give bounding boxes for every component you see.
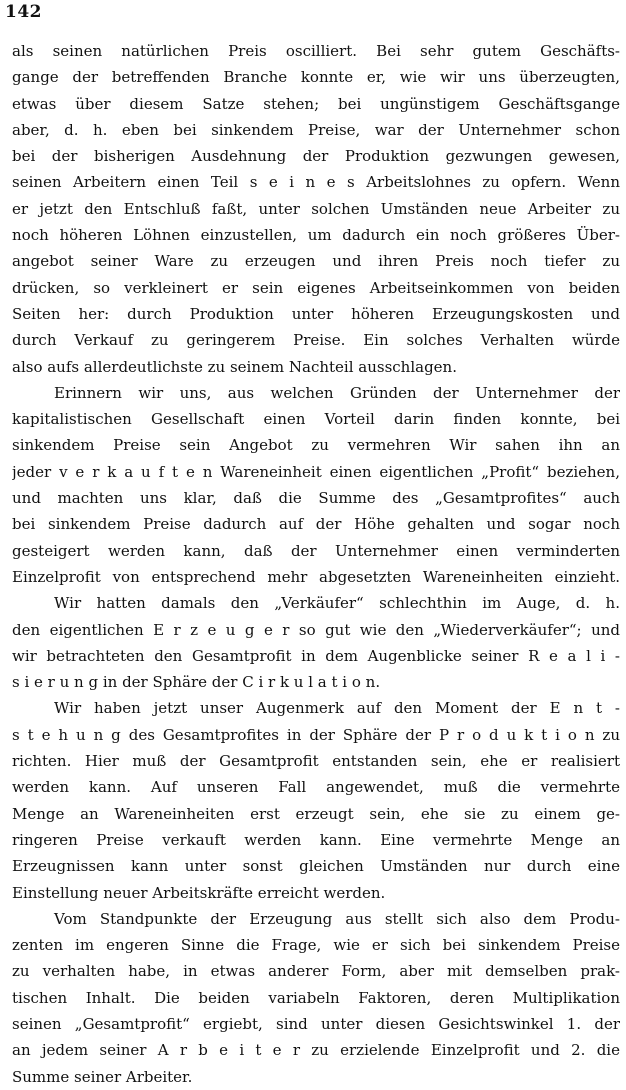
text-line: gange der betreffenden Branche konnte er, wie wir uns überzeugten, <box>12 68 620 87</box>
text-line: etwas über diesem Satze stehen; bei ungünstigem Geschäftsgange <box>12 94 620 113</box>
text-line: durch Verkauf zu geringerem Preise. Ein solches Verhalten würde <box>12 331 620 350</box>
text-line: zu verhalten habe, in etwas anderer Form, aber mit demselben prak- <box>12 962 620 981</box>
text-line: den eigentlichen E r z e u g e r so gut wie den „Wiederverkäufer“; und <box>12 620 620 639</box>
text-line: kapitalistischen Gesellschaft einen Vorteil darin finden konnte, bei <box>12 410 620 429</box>
text-line: drücken, so verkleinert er sein eigenes Arbeitseinkommen von beiden <box>12 278 620 297</box>
text-line: tischen Inhalt. Die beiden variabeln Faktoren, deren Multiplikation <box>12 988 620 1007</box>
text-line: Erzeugnissen kann unter sonst gleichen Umständen nur durch eine <box>12 857 620 876</box>
text-line: bei der bisherigen Ausdehnung der Produktion gezwungen gewesen, <box>12 147 620 166</box>
text-line: also aufs allerdeutlichste zu seinem Nachteil ausschlagen. <box>12 357 457 376</box>
text-line: bei sinkendem Preise dadurch auf der Höhe gehalten und sogar noch <box>12 515 620 534</box>
text-line: werden kann. Auf unseren Fall angewendet, muß die vermehrte <box>12 778 620 797</box>
text-line: sinkendem Preise sein Angebot zu vermehren Wir sahen ihn an <box>12 436 620 455</box>
body-text <box>12 38 620 1090</box>
text-line: Seiten her: durch Produktion unter höheren Erzeugungskosten und <box>12 304 620 323</box>
text-line: Summe seiner Arbeiter. <box>12 1067 193 1086</box>
text-line: seinen Arbeitern einen Teil s e i n e s Arbeitslohnes zu opfern. Wenn <box>12 173 620 192</box>
text-line: als seinen natürlichen Preis oscilliert. Bei sehr gutem Geschäfts- <box>12 42 620 60</box>
text-line: seinen „Gesamtprofit“ ergiebt, sind unter diesen Gesichtswinkel 1. der <box>12 1014 620 1033</box>
text-line: Menge an Wareneinheiten erst erzeugt sein, ehe sie zu einem ge- <box>12 804 620 823</box>
text-line: und machten uns klar, daß die Summe des „Gesamtprofites“ auch <box>12 489 620 508</box>
text-line: ringeren Preise verkauft werden kann. Eine vermehrte Menge an <box>12 830 620 849</box>
text-line: aber, d. h. eben bei sinkendem Preise, war der Unternehmer schon <box>12 120 620 139</box>
text-line: Wir hatten damals den „Verkäufer“ schlechthin im Auge, d. h. <box>54 594 620 613</box>
text-line: er jetzt den Entschluß faßt, unter solchen Umständen neue Arbeiter zu <box>12 199 620 218</box>
text-line: jeder v e r k a u f t e n Wareneinheit einen eigentlichen „Profit“ beziehen, <box>12 462 620 481</box>
text-line: Einstellung neuer Arbeitskräfte erreicht werden. <box>12 883 386 902</box>
text-line: s i e r u n g in der Sphäre der C i r k u l a t i o n. <box>12 673 381 692</box>
text-line: zenten im engeren Sinne die Frage, wie er sich bei sinkendem Preise <box>12 936 620 955</box>
text-line: angebot seiner Ware zu erzeugen und ihren Preis noch tiefer zu <box>12 252 620 271</box>
text-line: an jedem seiner A r b e i t e r zu erzielende Einzelprofit und 2. die <box>12 1041 620 1060</box>
text-line: richten. Hier muß der Gesamtprofit entstanden sein, ehe er realisiert <box>12 752 620 771</box>
text-line: s t e h u n g des Gesamtprofites in der Sphäre der P r o d u k t i o n zu <box>12 725 620 744</box>
text-line: gesteigert werden kann, daß der Unternehmer einen verminderten <box>12 541 620 560</box>
text-line: wir betrachteten den Gesamtprofit in dem Augenblicke seiner R e a l i - <box>12 646 620 665</box>
text-line: Vom Standpunkte der Erzeugung aus stellt sich also dem Produ- <box>54 909 620 928</box>
text-line: Erinnern wir uns, aus welchen Gründen der Unternehmer der <box>54 383 620 402</box>
text-line: noch höheren Löhnen einzustellen, um dadurch ein noch größeres Über- <box>12 226 620 245</box>
text-line: Einzelprofit von entsprechend mehr abgesetzten Wareneinheiten einzieht. <box>12 567 620 586</box>
text-line: Wir haben jetzt unser Augenmerk auf den Moment der E n t - <box>54 699 620 718</box>
page-number: 142 <box>5 2 42 22</box>
